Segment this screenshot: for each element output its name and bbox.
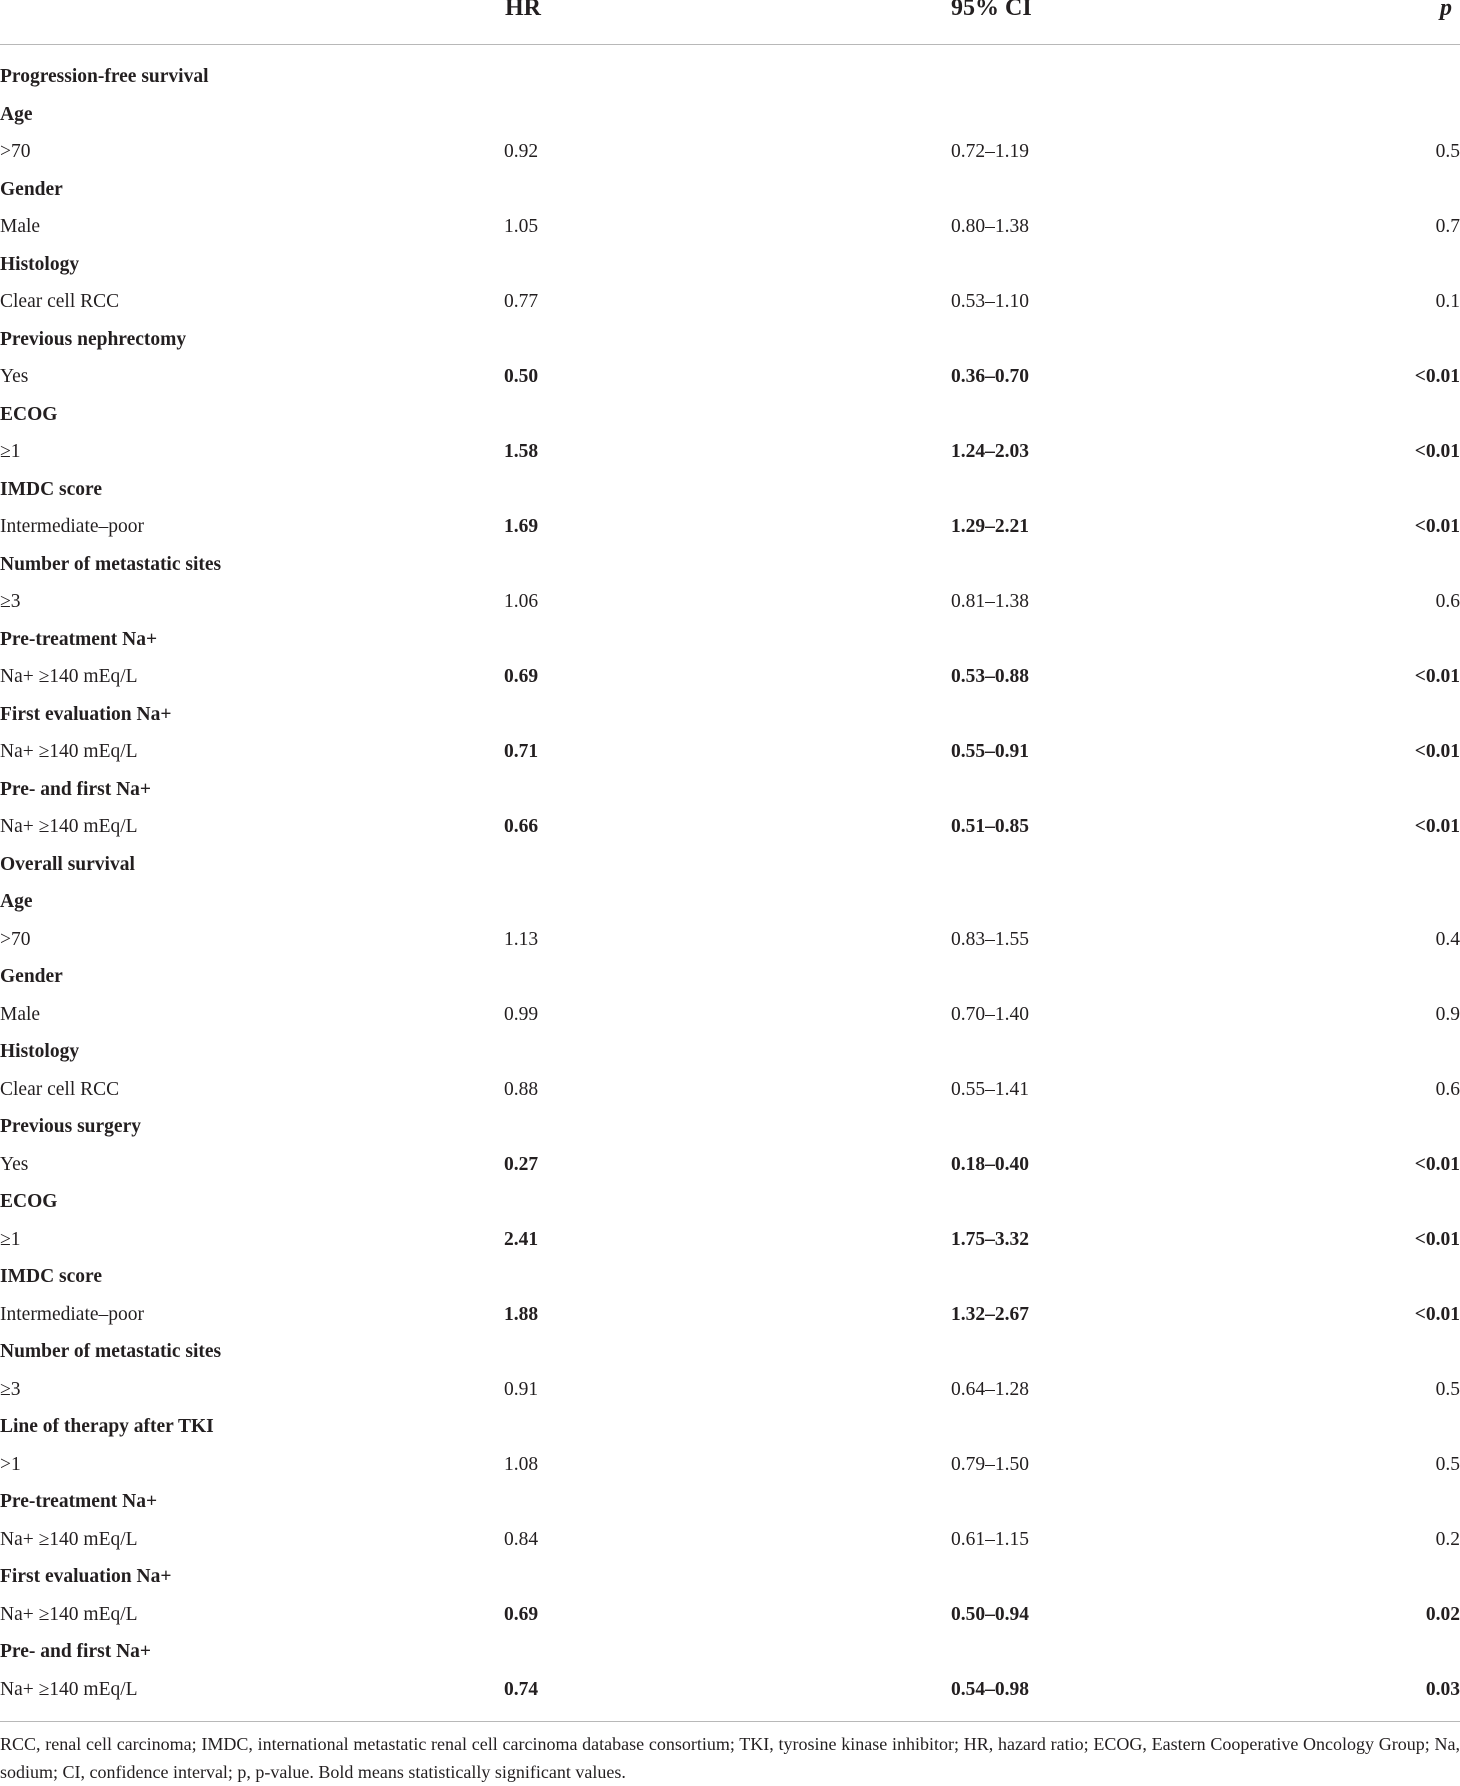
row-label: Male (0, 216, 41, 237)
p-value-cell: <0.01 (1414, 1153, 1460, 1175)
p-value-cell: <0.01 (1414, 441, 1460, 462)
confidence-interval-cell: 0.61–1.15 (951, 1528, 1029, 1550)
confidence-interval-cell: 0.53–1.10 (951, 291, 1029, 312)
group-heading-row (0, 771, 1460, 809)
p-value-cell: <0.01 (1414, 741, 1460, 762)
group-heading-row (0, 1108, 1460, 1146)
p-value-cell: <0.01 (1414, 1228, 1460, 1250)
group-heading-row (0, 1633, 1460, 1671)
group-heading-row (0, 883, 1460, 921)
row-label: Na+ ≥140 mEq/L (0, 1528, 138, 1550)
row-label: ≥1 (0, 1228, 21, 1250)
hazard-ratio-cell: 1.06 (504, 591, 539, 612)
hazard-ratio-cell: 1.69 (504, 516, 539, 537)
p-value-cell: <0.01 (1414, 666, 1460, 687)
hazard-ratio-cell: 0.71 (504, 741, 539, 762)
hazard-ratio-cell: 1.08 (504, 1453, 539, 1475)
row-label: Na+ ≥140 mEq/L (0, 666, 138, 687)
p-value-cell: 0.5 (1435, 1378, 1460, 1400)
group-heading-row (0, 1033, 1460, 1071)
group-heading-row (0, 321, 1460, 359)
variable-heading: Gender (0, 178, 63, 200)
section-heading-row (0, 58, 1460, 96)
p-value-cell: <0.01 (1414, 516, 1460, 537)
hazard-ratio-cell: 0.84 (504, 1528, 539, 1550)
table-row (0, 1371, 1460, 1409)
row-label: Na+ ≥140 mEq/L (0, 1678, 138, 1700)
variable-heading: Pre-treatment Na+ (0, 628, 158, 650)
variable-heading: Number of metastatic sites (0, 553, 222, 575)
row-label: Yes (0, 1153, 29, 1175)
row-label: Na+ ≥140 mEq/L (0, 1603, 138, 1625)
p-value-cell: 0.4 (1435, 928, 1460, 950)
group-heading-row (0, 396, 1460, 434)
p-value-cell: <0.01 (1414, 1303, 1460, 1325)
hazard-ratio-cell: 0.88 (504, 1078, 539, 1100)
confidence-interval-cell: 0.80–1.38 (951, 216, 1029, 237)
p-value-cell: <0.01 (1414, 366, 1460, 387)
variable-heading: Pre-treatment Na+ (0, 1491, 158, 1512)
p-value-cell: 0.1 (1435, 291, 1460, 312)
table-header (0, 0, 1460, 45)
p-value-cell: <0.01 (1414, 816, 1460, 837)
row-label: Yes (0, 366, 29, 387)
row-label: Na+ ≥140 mEq/L (0, 816, 138, 837)
confidence-interval-cell: 0.54–0.98 (951, 1678, 1029, 1700)
group-heading-row (0, 171, 1460, 209)
hazard-ratio-cell: 0.50 (504, 366, 539, 387)
confidence-interval-cell: 0.53–0.88 (951, 666, 1029, 687)
hazard-ratio-cell: 0.74 (504, 1678, 539, 1700)
hazard-ratio-cell: 1.88 (504, 1303, 539, 1325)
hazard-ratio-cell: 1.58 (504, 441, 539, 462)
section-heading: Progression-free survival (0, 66, 209, 87)
confidence-interval-cell: 0.18–0.40 (951, 1153, 1029, 1175)
table-row (0, 583, 1460, 621)
table-row (0, 1446, 1460, 1484)
p-value-cell: 0.5 (1435, 141, 1460, 162)
variable-heading: Previous nephrectomy (0, 328, 187, 350)
column-header-ci: 95% CI (951, 0, 1032, 21)
hazard-ratio-cell: 0.77 (504, 291, 539, 312)
table-row (0, 1521, 1460, 1559)
group-heading-row (0, 696, 1460, 734)
confidence-interval-cell: 1.32–2.67 (951, 1303, 1029, 1325)
p-value-cell: 0.7 (1435, 216, 1460, 237)
confidence-interval-cell: 0.70–1.40 (951, 1003, 1029, 1025)
table-row (0, 358, 1460, 396)
row-label: ≥1 (0, 441, 21, 462)
confidence-interval-cell: 1.75–3.32 (951, 1228, 1029, 1250)
group-heading-row (0, 1333, 1460, 1371)
group-heading-row (0, 246, 1460, 284)
hazard-ratio-cell: 0.69 (504, 1603, 539, 1625)
variable-heading: Age (0, 103, 33, 125)
variable-heading: IMDC score (0, 478, 102, 500)
p-value-cell: 0.02 (1425, 1603, 1460, 1625)
table-row (0, 921, 1460, 959)
row-label: Na+ ≥140 mEq/L (0, 741, 138, 762)
variable-heading: Pre- and first Na+ (0, 1641, 152, 1662)
confidence-interval-cell: 0.55–1.41 (951, 1078, 1029, 1100)
group-heading-row (0, 1183, 1460, 1221)
confidence-interval-cell: 0.72–1.19 (951, 141, 1029, 162)
row-label: Male (0, 1003, 41, 1025)
group-heading-row (0, 96, 1460, 134)
p-value-cell: 0.5 (1435, 1453, 1460, 1475)
table-row (0, 1296, 1460, 1334)
section-heading: Overall survival (0, 853, 135, 875)
table-row (0, 508, 1460, 546)
table-row (0, 1146, 1460, 1184)
table-body (0, 45, 1460, 1708)
table-row (0, 808, 1460, 846)
confidence-interval-cell: 1.24–2.03 (951, 441, 1029, 462)
group-heading-row (0, 1258, 1460, 1296)
hazard-ratio-cell: 0.92 (504, 141, 539, 162)
row-label: >1 (0, 1453, 21, 1475)
row-label: >70 (0, 141, 31, 162)
p-value-cell: 0.03 (1425, 1678, 1460, 1700)
table-footnote: RCC, renal cell carcinoma; IMDC, international metastatic renal cell carcinoma database consortium; TKI, tyrosine kinase inhibitor; HR, hazard ratio; ECOG, Eastern Cooperative Oncology Group; Na, sodium; CI, confidence interval; p, p-value. Bold means statistically significant values. (0, 1734, 1460, 1782)
row-label: Clear cell RCC (0, 1078, 120, 1100)
row-label: ≥3 (0, 1378, 21, 1400)
confidence-interval-cell: 0.55–0.91 (951, 741, 1029, 762)
p-value-cell: 0.6 (1435, 591, 1460, 612)
variable-heading: Histology (0, 1041, 80, 1062)
group-heading-row (0, 1408, 1460, 1446)
variable-heading: IMDC score (0, 1266, 102, 1287)
table-row (0, 1596, 1460, 1634)
row-label: Clear cell RCC (0, 291, 120, 312)
confidence-interval-cell: 0.83–1.55 (951, 928, 1029, 950)
variable-heading: Number of metastatic sites (0, 1341, 222, 1362)
hazard-ratio-cell: 0.69 (504, 666, 539, 687)
confidence-interval-cell: 0.50–0.94 (951, 1603, 1029, 1625)
table-row (0, 733, 1460, 771)
p-value-cell: 0.9 (1435, 1003, 1460, 1025)
variable-heading: Line of therapy after TKI (0, 1416, 214, 1437)
table-row (0, 433, 1460, 471)
group-heading-row (0, 621, 1460, 659)
confidence-interval-cell: 0.36–0.70 (951, 366, 1029, 387)
p-value-cell: 0.6 (1435, 1078, 1460, 1100)
row-label: Intermediate–poor (0, 516, 145, 537)
hazard-ratio-cell: 2.41 (504, 1228, 539, 1250)
hazard-ratio-cell: 0.99 (504, 1003, 539, 1025)
column-header-hr: HR (505, 0, 541, 21)
variable-heading: Age (0, 891, 33, 912)
variable-heading: Gender (0, 966, 63, 987)
group-heading-row (0, 471, 1460, 509)
section-heading-row (0, 846, 1460, 884)
hazard-ratio-cell: 0.27 (504, 1153, 539, 1175)
group-heading-row (0, 546, 1460, 584)
group-heading-row (0, 1483, 1460, 1521)
row-label: Intermediate–poor (0, 1303, 145, 1325)
table-row (0, 1221, 1460, 1259)
p-value-cell: 0.2 (1435, 1528, 1460, 1550)
confidence-interval-cell: 0.79–1.50 (951, 1453, 1029, 1475)
confidence-interval-cell: 0.51–0.85 (951, 816, 1029, 837)
variable-heading: First evaluation Na+ (0, 1566, 172, 1587)
row-label: ≥3 (0, 591, 21, 612)
group-heading-row (0, 958, 1460, 996)
variable-heading: Previous surgery (0, 1116, 141, 1137)
confidence-interval-cell: 0.64–1.28 (951, 1378, 1029, 1400)
table-row (0, 133, 1460, 171)
row-label: >70 (0, 928, 31, 950)
hazard-ratio-cell: 0.66 (504, 816, 539, 837)
group-heading-row (0, 1558, 1460, 1596)
variable-heading: ECOG (0, 403, 58, 425)
hazard-ratio-cell: 0.91 (504, 1378, 539, 1400)
confidence-interval-cell: 1.29–2.21 (951, 516, 1029, 537)
hazard-ratio-cell: 1.05 (504, 216, 539, 237)
hazard-ratio-cell: 1.13 (504, 928, 539, 950)
table-row (0, 208, 1460, 246)
table-row (0, 1671, 1460, 1709)
variable-heading: First evaluation Na+ (0, 703, 172, 725)
table-row (0, 283, 1460, 321)
variable-heading: ECOG (0, 1191, 58, 1212)
table-row (0, 996, 1460, 1034)
variable-heading: Histology (0, 253, 80, 275)
column-header-p: p (1440, 0, 1452, 21)
table-row (0, 1071, 1460, 1109)
table-row (0, 658, 1460, 696)
confidence-interval-cell: 0.81–1.38 (951, 591, 1029, 612)
variable-heading: Pre- and first Na+ (0, 778, 152, 800)
